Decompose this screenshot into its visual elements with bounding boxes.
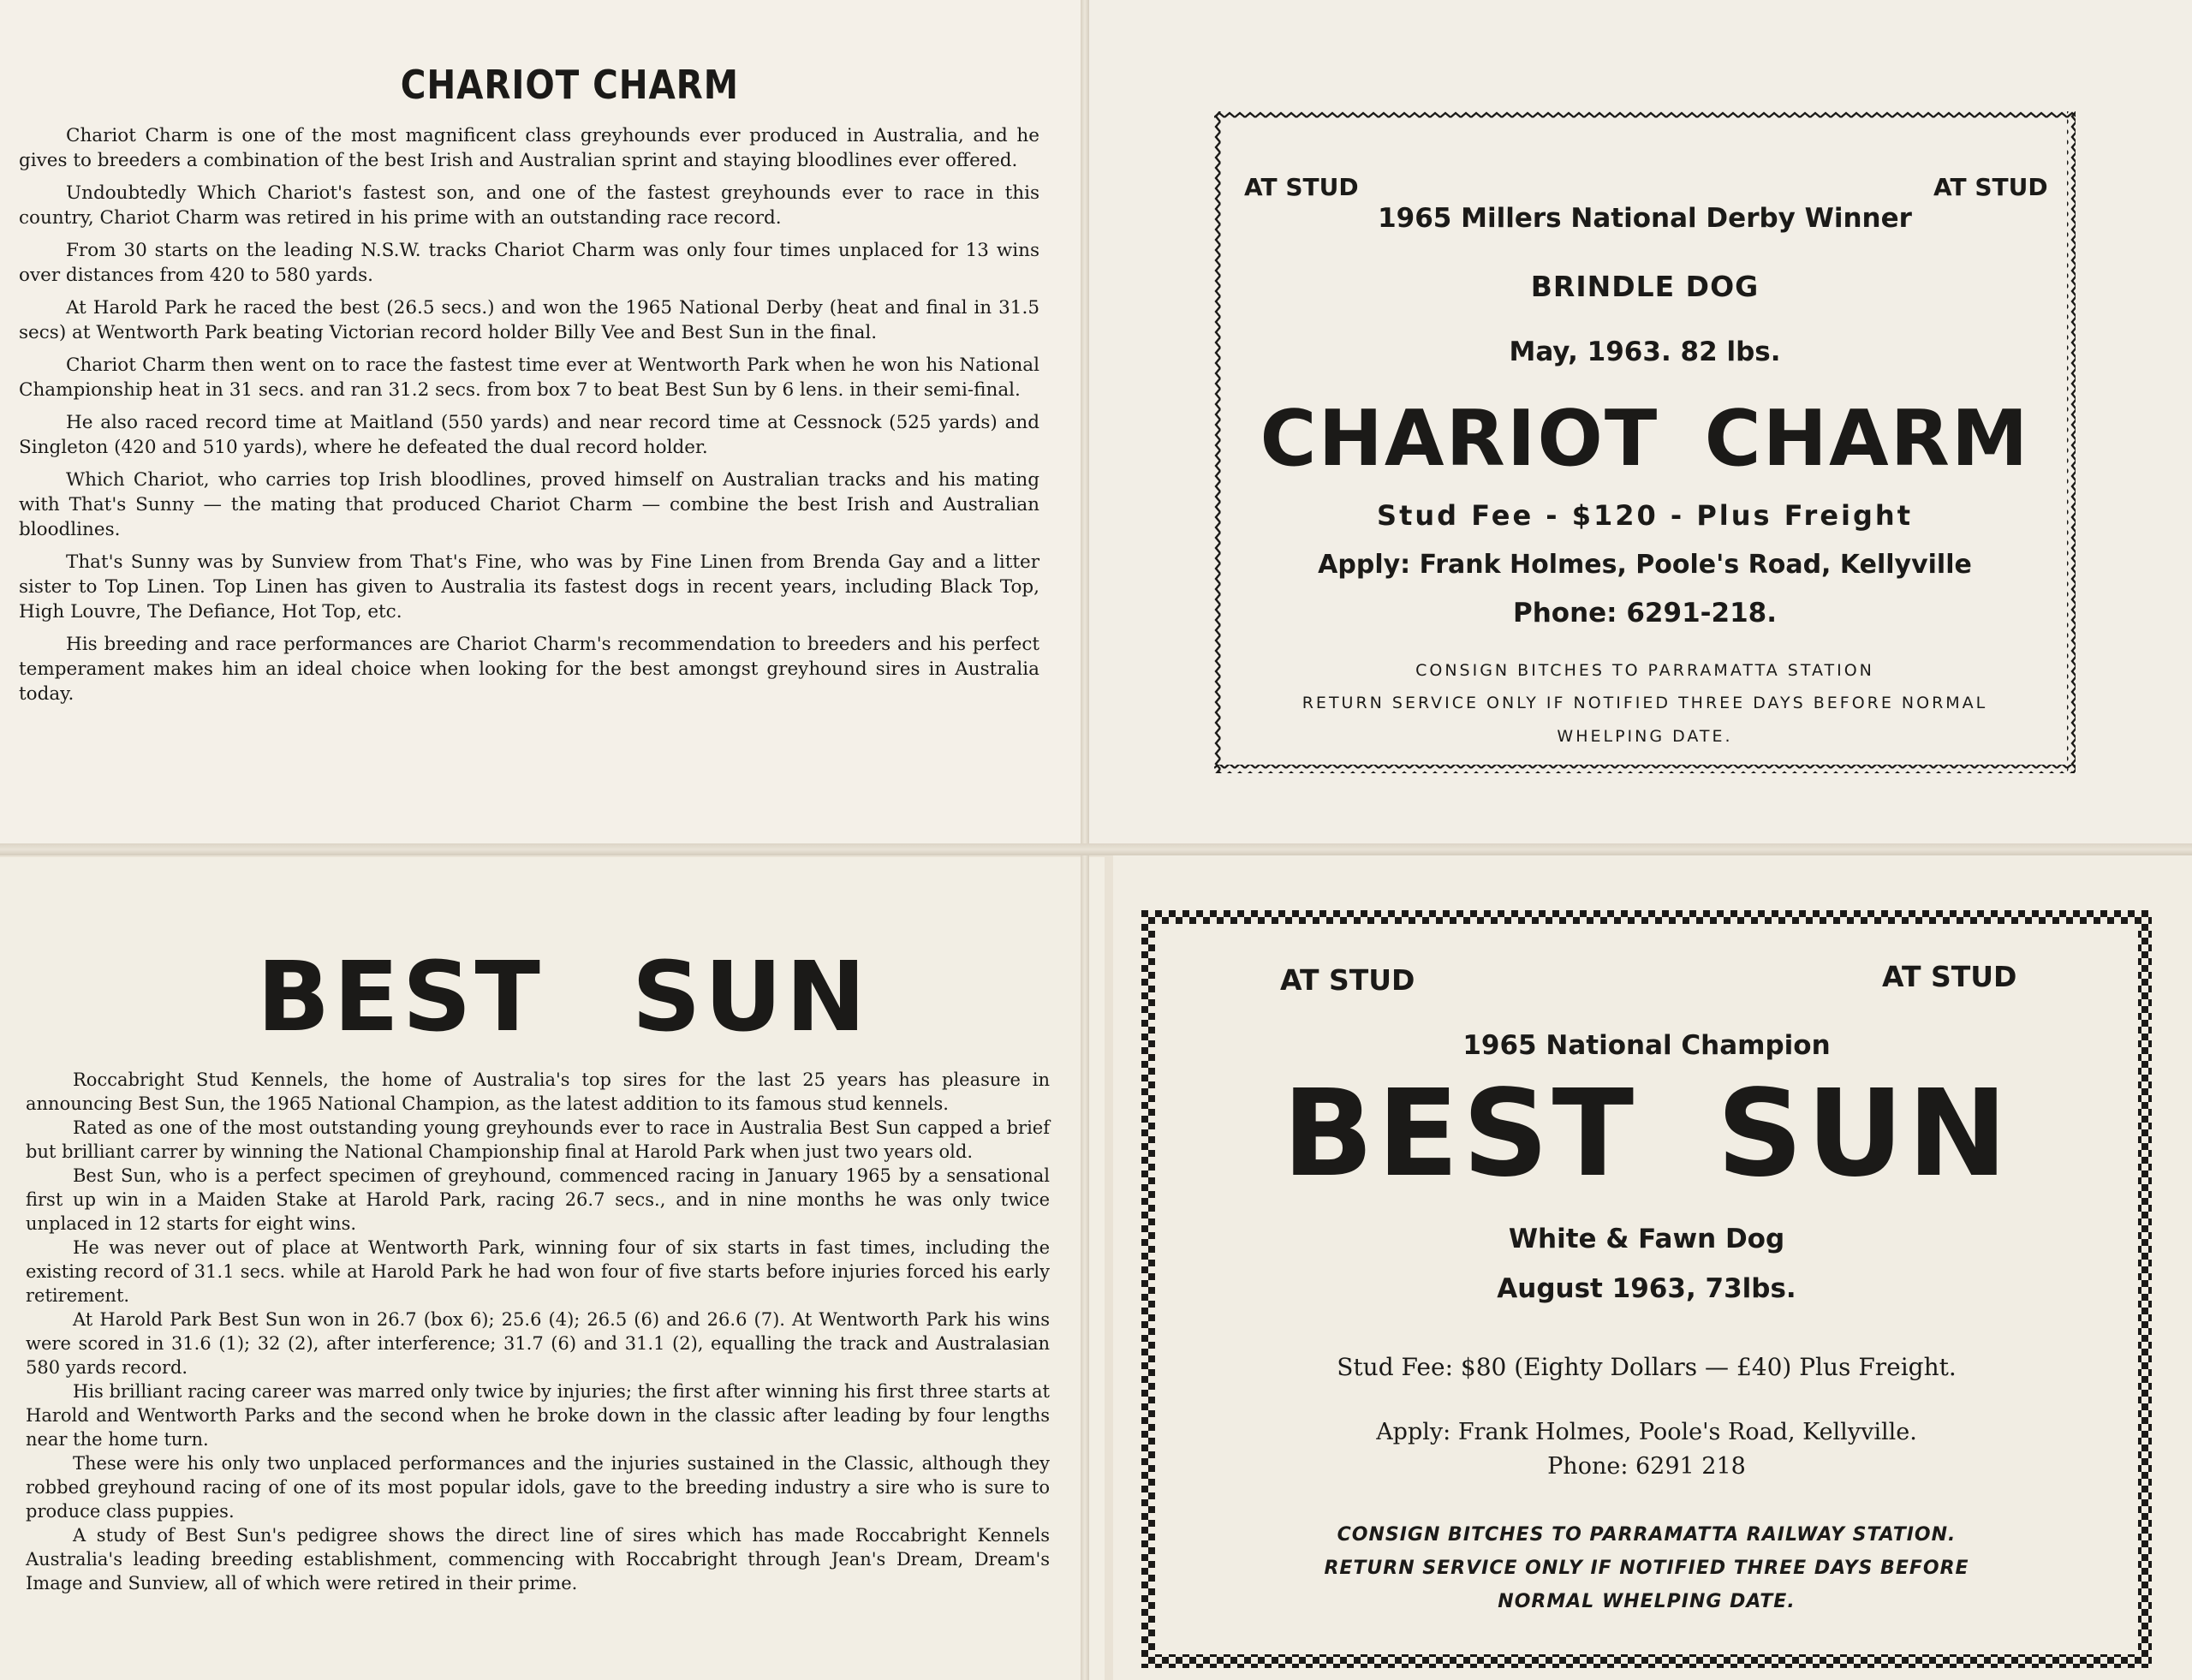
best-sun-ad-description: White & Fawn Dog bbox=[1508, 1224, 1785, 1254]
article-paragraph: Best Sun, who is a perfect specimen of greyhound, commenced racing in January 1965 by a sensational first up win in a Maiden Stake at Harold Park, racing 26.7 secs., and in nine months he was only twice unplaced in 12 starts for eight wins. bbox=[26, 1165, 1050, 1234]
article-paragraph: Roccabright Stud Kennels, the home of Australia's top sires for the last 25 years has pleasure in announcing Best Sun, the 1965 National Champion, as the latest addition to its famous stud kennels. bbox=[26, 1069, 1050, 1114]
best-sun-at-stud-left: AT STUD bbox=[1280, 963, 1415, 997]
article-paragraph: That's Sunny was by Sunview from That's Fine, who was by Fine Linen from Brenda Gay and a litter sister to Top Linen. Top Linen has given to Australia its fastest dogs in recent years, including Black Top, High Louvre, The Defiance, Hot Top, etc. bbox=[19, 551, 1039, 623]
article-paragraph: He was never out of place at Wentworth Park, winning four of six starts in fast times, including the existing record of 31.1 secs. while at Harold Park he had won four of five starts before injuries forced his early retirement. bbox=[26, 1237, 1050, 1306]
article-paragraph: His breeding and race performances are Chariot Charm's recommendation to breeders and his perfect temperament makes him an ideal choice when looking for the best amongst greyhound sires in Australia today. bbox=[19, 634, 1039, 705]
best-sun-ad-apply: Apply: Frank Holmes, Poole's Road, Kellyville. bbox=[1376, 1419, 1917, 1445]
article-paragraph: His brilliant racing career was marred only twice by injuries; the first after winning his first three starts at Harold and Wentworth Parks and the second when he broke down in the classic after leading by four lengths near the home turn. bbox=[26, 1381, 1050, 1450]
chariot-ad-apply: Apply: Frank Holmes, Poole's Road, Kellyville bbox=[1318, 550, 1972, 580]
best-sun-article-body bbox=[26, 1068, 1050, 1595]
chariot-ad-consign-1: CONSIGN BITCHES TO PARRAMATTA STATION bbox=[1415, 661, 1874, 680]
chariot-ad-consign-2: RETURN SERVICE ONLY IF NOTIFIED THREE DAYS BEFORE NORMAL bbox=[1302, 694, 1988, 712]
article-paragraph: A study of Best Sun's pedigree shows the direct line of sires which has made Roccabright Kennels Australia's leading breeding establishment, commencing with Roccabright through Jean's Dream, Dream's Image and Sunview, all of which were retired in their prime. bbox=[26, 1525, 1050, 1594]
chariot-ad-description: BRINDLE DOG bbox=[1530, 270, 1760, 303]
vertical-fold bbox=[1081, 0, 1089, 1680]
article-paragraph: Undoubtedly Which Chariot's fastest son, and one of the fastest greyhounds ever to race in this country, Chariot Charm was retired in his prime with an outstanding race record. bbox=[19, 182, 1039, 229]
best-sun-ad-consign-1: CONSIGN BITCHES TO PARRAMATTA RAILWAY STATION. bbox=[1337, 1524, 1957, 1546]
best-sun-ad-consign-2: RETURN SERVICE ONLY IF NOTIFIED THREE DAYS BEFORE bbox=[1324, 1558, 1969, 1579]
horizontal-fold bbox=[0, 843, 2192, 855]
article-paragraph: Chariot Charm is one of the most magnificent class greyhounds ever produced in Australia, and he gives to breeders a combination of the best Irish and Australian sprint and staying bloodlines ever offered. bbox=[19, 125, 1039, 171]
article-paragraph: At Harold Park he raced the best (26.5 secs.) and won the 1965 National Derby (heat and final in 31.5 secs) at Wentworth Park beating Victorian record holder Billy Vee and Best Sun in the final. bbox=[19, 297, 1039, 343]
chariot-at-stud-left: AT STUD bbox=[1244, 173, 1359, 201]
chariot-ad-phone: Phone: 6291-218. bbox=[1512, 598, 1777, 629]
article-paragraph: From 30 starts on the leading N.S.W. tracks Chariot Charm was only four times unplaced for 13 wins over distances from 420 to 580 yards. bbox=[19, 240, 1039, 286]
chariot-ad-name: CHARIOT CHARM bbox=[1260, 394, 2030, 484]
chariot-article-body bbox=[19, 123, 1039, 714]
best-sun-ad-consign-3: NORMAL WHELPING DATE. bbox=[1498, 1591, 1796, 1612]
chariot-ad-consign-3: WHELPING DATE. bbox=[1557, 727, 1733, 746]
article-paragraph: These were his only two unplaced performances and the injuries sustained in the Classic, although they robbed greyhound racing of one of its most popular idols, gave to the breeding industry a sire who is sure to produce class puppies. bbox=[26, 1453, 1050, 1522]
article-paragraph: At Harold Park Best Sun won in 26.7 (box 6); 25.6 (4); 26.5 (6) and 26.6 (7). At Wentworth Park his wins were scored in 31.6 (1); 32 (2), after interference; 31.7 (6) and 31.1 (2), equalling the track and Australasian 580 yards record. bbox=[26, 1309, 1050, 1378]
best-sun-ad-stud-fee: Stud Fee: $80 (Eighty Dollars — £40) Plus Freight. bbox=[1337, 1353, 1957, 1381]
best-sun-ad-phone: Phone: 6291 218 bbox=[1547, 1453, 1746, 1480]
article-paragraph: Which Chariot, who carries top Irish bloodlines, proved himself on Australian tracks and his mating with That's Sunny — the mating that produced Chariot Charm — combine the best Irish and Australian bloodlines. bbox=[19, 469, 1039, 540]
chariot-ad-headline: 1965 Millers National Derby Winner bbox=[1378, 203, 1912, 234]
article-paragraph: He also raced record time at Maitland (550 yards) and near record time at Cessnock (525 yards) and Singleton (420 and 510 yards), where he defeated the dual record holder. bbox=[19, 412, 1039, 458]
best-sun-ad-name: BEST SUN bbox=[1282, 1064, 2011, 1204]
best-sun-ad-birth-weight: August 1963, 73lbs. bbox=[1497, 1273, 1796, 1304]
chariot-ad-stud-fee: Stud Fee - $120 - Plus Freight bbox=[1377, 499, 1913, 532]
article-paragraph: Rated as one of the most outstanding young greyhounds ever to race in Australia Best Sun capped a brief but brilliant carrer by winning the National Championship final at Harold Park when just two years old. bbox=[26, 1117, 1050, 1162]
chariot-at-stud-right: AT STUD bbox=[1933, 173, 2048, 201]
best-sun-ad-headline: 1965 National Champion bbox=[1462, 1030, 1831, 1061]
chariot-ad-birth-weight: May, 1963. 82 lbs. bbox=[1509, 337, 1781, 367]
best-sun-at-stud-right: AT STUD bbox=[1882, 960, 2017, 993]
chariot-article-title: CHARIOT CHARM bbox=[400, 62, 739, 108]
best-sun-article-title: BEST SUN bbox=[257, 942, 870, 1053]
article-paragraph: Chariot Charm then went on to race the fastest time ever at Wentworth Park when he won his National Championship heat in 31 secs. and ran 31.2 secs. from box 7 to beat Best Sun by 6 lens. in their semi-final. bbox=[19, 354, 1039, 401]
